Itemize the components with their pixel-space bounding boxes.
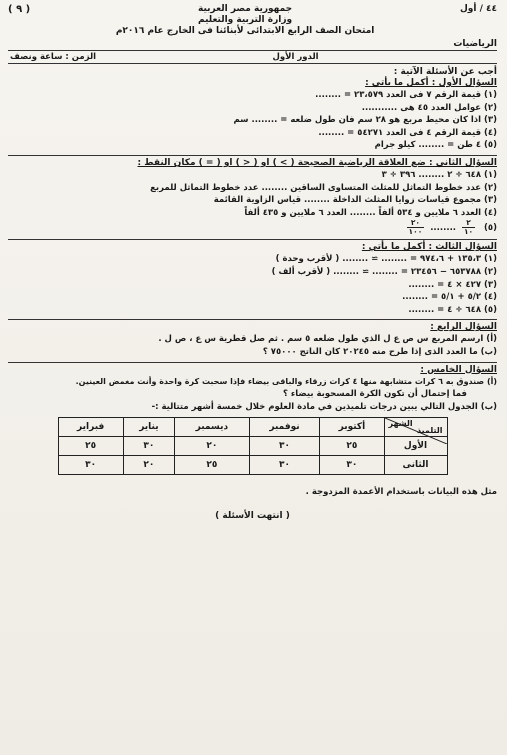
question-line: فما إحتمال أن تكون الكرة المسحوبة بيضاء ؟ <box>283 389 467 400</box>
question-1 <box>8 78 497 152</box>
exam-round: الدور الأول <box>272 52 319 62</box>
grade-cell: ٢٥ <box>175 456 250 475</box>
exam-time: الزمن : ساعة ونصف <box>10 52 97 62</box>
question-2-title: السؤال الثاني : ضع العلاقة الرياضية الصحيحة ( > ) او ( < ) او ( = ) مكان النقط : <box>137 157 497 168</box>
exam-title: امتحان الصف الرابع الابتدائى لأبنائنا فى الخارج عام ٢٠١٦م <box>115 26 375 36</box>
grade-cell: ٣٠ <box>249 456 320 475</box>
page-ref: ٤٤ / أول <box>459 4 497 14</box>
month-header: أكتوبر <box>320 418 384 437</box>
question-line: (أ) صندوق به ٦ كرات متشابهة منها ٤ كرات زرقاء والباقى بيضاء فإذا سحبت كرة واحدة وأنت مغمض العينين. <box>75 376 497 386</box>
grade-cell: ٢٥ <box>320 437 384 456</box>
month-header: ديسمبر <box>175 418 250 437</box>
subject-row <box>8 39 497 49</box>
question-line: (٢) عدد خطوط التماثل للمثلث المتساوى الساقين ........ عدد خطوط التماثل للمربع <box>150 182 497 193</box>
month-header: يناير <box>123 418 174 437</box>
numerator: ٢ <box>462 219 475 228</box>
question-line: (١) قيمة الرقم ٧ فى العدد ٢٣،٥٧٩ = ........ <box>315 90 497 100</box>
question-4 <box>8 322 497 358</box>
question-line: (٤) العدد ٦ ملايين و ٥٣٤ ألفاً ........ العدد ٦ ملايين و ٤٣٥ ألفاً <box>244 207 497 218</box>
question-3-title: السؤال الثالث : أكمل ما يأتي : <box>361 242 497 253</box>
student-name: الأول <box>384 437 447 456</box>
corner-top-label: الشهر <box>388 419 413 429</box>
question-line: (١) ٦٤٨ ÷ ٢ ........ ٣٩٦ ÷ ٣ <box>381 169 497 180</box>
divider <box>8 319 497 320</box>
grade-cell: ٣٠ <box>320 456 384 475</box>
country-name: جمهورية مصر العربية <box>198 4 293 14</box>
question-line: (٥) ٦٤٨ ÷ ٤ = ........ <box>408 304 497 315</box>
question-line: (أ) ارسم المربع س ص ع ل الذي طول ضلعه ٥ سم . ثم صل قطرية س ع ، ص ل . <box>158 334 497 345</box>
question-line: (٤) ٥/٢ + ٥/١ = ........ <box>402 292 497 303</box>
header <box>8 4 497 37</box>
header-center <box>30 4 460 37</box>
grade-cell: ٢٥ <box>58 437 123 456</box>
page-number-badge: ( ٩ ) <box>8 4 31 15</box>
grade-cell: ٢٠ <box>123 456 174 475</box>
divider <box>8 239 497 240</box>
corner-bottom-label: التلميذ <box>416 426 443 436</box>
fraction-compare-line <box>8 219 497 236</box>
question-5 <box>8 365 497 498</box>
question-line: (٣) اذا كان محيط مربع هو ٢٨ سم فان طول ضلعه = ........ سم <box>233 115 497 126</box>
month-header: نوفمبر <box>249 418 320 437</box>
instructions: أجب عن الأسئلة الآتية : <box>393 67 497 77</box>
fraction-right <box>407 219 425 236</box>
question-2 <box>8 158 497 236</box>
subject-name: الرياضيات <box>453 39 497 49</box>
question-line: (ب) ما العدد الذى إذا طرح منه ٢٠٢٤٥ كان الناتج ٧٥٠٠٠ ؟ <box>262 346 497 357</box>
question-line: (٣) ٤٢٧ × ٤ = ........ <box>408 279 497 290</box>
question-line: (٤) قيمة الرقم ٤ فى العدد ٥٤٢٧١ = ........ <box>318 127 497 138</box>
question-line: (١) ١٣٥،٣ + ٩٧٤،٦ = ........ ≃ ........ ( لأقرب وحدة ) <box>275 254 497 265</box>
question-line: (٣) مجموع قياسات زوايا المثلث الداخلة ........ قياس الزاوية القائمة <box>213 195 497 206</box>
grade-cell: ٣٠ <box>58 456 123 475</box>
meta-row <box>8 50 497 64</box>
question-1-title: السؤال الأول : أكمل ما يأتي : <box>365 78 497 88</box>
student-name: الثانى <box>384 456 447 475</box>
grade-cell: ٢٠ <box>175 437 250 456</box>
question-3 <box>8 242 497 316</box>
ministry-name: وزارة التربية والتعليم <box>198 15 293 25</box>
numerator: ٢٠ <box>407 219 425 228</box>
item-label: (٥) <box>484 223 497 234</box>
closing-instruction: مثل هذه البيانات باستخدام الأعمدة المزدوجة . <box>305 487 497 498</box>
grades-table <box>58 417 448 475</box>
table-corner-cell <box>384 418 447 437</box>
grade-cell: ٣٠ <box>123 437 174 456</box>
denominator: ١٠ <box>463 227 474 237</box>
table-row <box>58 456 447 475</box>
denominator: ١٠٠ <box>408 227 423 237</box>
grade-cell: ٣٠ <box>249 437 320 456</box>
question-5-title: السؤال الخامس : <box>420 364 497 375</box>
question-line: (٢) ٦٥٣٧٨٨ − ٢٣٤٥٦ = ........ ≃ ........ ( لأقرب ألف ) <box>271 266 497 277</box>
blank-dots: ........ <box>430 223 457 234</box>
question-line: (ب) الجدول التالي يبين درجات تلميذين في مادة العلوم خلال خمسة أشهر متتالية :- <box>151 401 497 412</box>
question-4-title: السؤال الرابع : <box>430 322 497 333</box>
divider <box>8 155 497 156</box>
month-header: فبراير <box>58 418 123 437</box>
divider <box>8 362 497 363</box>
question-line: (٥) ٤ طن = ........ كيلو جرام <box>374 140 497 151</box>
table-header-row <box>58 418 447 437</box>
question-line: (٢) عوامل العدد ٤٥ هى ........... <box>361 102 497 113</box>
end-of-questions: ( انتهت الأسئلة ) <box>215 511 290 522</box>
fraction-left <box>462 219 475 236</box>
